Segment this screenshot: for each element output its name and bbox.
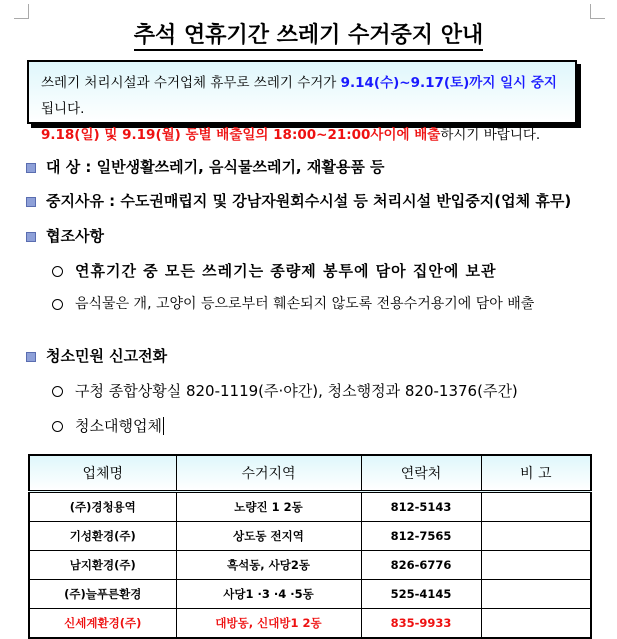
table-cell: 상도동 전지역 (176, 522, 361, 551)
notice-box (27, 60, 577, 143)
notice-text: 쓰레기 처리시설과 수거업체 휴무로 쓰레기 수거가 (41, 75, 341, 91)
table-cell: 사당1 ·3 ·4 ·5동 (176, 580, 361, 609)
item-reason: 중지사유 : 수도권매립지 및 강남자원회수시설 등 처리시설 반입중지(업체 휴무) (26, 190, 571, 211)
page-corner-mark (14, 4, 29, 19)
table-cell: 835-9933 (361, 609, 481, 639)
table-row (29, 492, 591, 522)
table-cell: 신세계환경(주) (29, 609, 176, 639)
table-cell: 826-6776 (361, 551, 481, 580)
notice-highlight-time: 9.18(일) 및 9.19(월) 동별 배출일의 18:00~21:00사이에 배출 (41, 127, 441, 143)
table-cell (481, 609, 591, 639)
circle-bullet-icon (52, 266, 63, 277)
table-cell: 남지환경(주) (29, 551, 176, 580)
notice-highlight-dates: 9.14(수)~9.17(토)까지 일시 중지 (340, 75, 557, 91)
square-bullet-icon (26, 232, 36, 242)
notice-text: 됩니다. (41, 101, 85, 117)
square-bullet-icon (26, 163, 36, 173)
table-row (29, 522, 591, 551)
circle-bullet-icon (52, 386, 63, 397)
table-cell: 기성환경(주) (29, 522, 176, 551)
item-hotline: 청소민원 신고전화 (26, 345, 167, 366)
table-cell (481, 492, 591, 522)
table-cell: 흑석동, 사당2동 (176, 551, 361, 580)
notice-text: 하시기 바랍니다. (440, 127, 541, 143)
text-cursor (163, 417, 169, 435)
square-bullet-icon (26, 197, 36, 207)
table-cell: 812-7565 (361, 522, 481, 551)
table-row (29, 551, 591, 580)
contractor-table (28, 454, 592, 639)
table-cell: (주)경청용역 (29, 492, 176, 522)
item-target: 대 상 : 일반생활쓰레기, 음식물쓰레기, 재활용품 등 (26, 156, 385, 177)
square-bullet-icon (26, 352, 36, 362)
item-hotline-2: 청소대행업체 (52, 415, 169, 436)
circle-bullet-icon (52, 421, 63, 432)
item-cooperation: 협조사항 (26, 225, 104, 246)
table-cell (481, 580, 591, 609)
column-header: 연락처 (361, 455, 481, 492)
item-cooperation-1: 연휴기간 중 모든 쓰레기는 종량제 봉투에 담아 집안에 보관 (52, 260, 497, 281)
table-cell: 525-4145 (361, 580, 481, 609)
table-row (29, 609, 591, 639)
column-header: 업체명 (29, 455, 176, 492)
item-cooperation-2: 음식물은 개, 고양이 등으로부터 훼손되지 않도록 전용수거용기에 담아 배출 (52, 293, 534, 313)
table-cell: (주)늘푸른환경 (29, 580, 176, 609)
column-header: 비 고 (481, 455, 591, 492)
page-title: 추석 연휴기간 쓰레기 수거중지 안내 (0, 18, 617, 49)
table-cell (481, 551, 591, 580)
circle-bullet-icon (52, 299, 63, 310)
page-corner-mark (590, 4, 605, 19)
item-hotline-1: 구청 종합상황실 820-1119(주·야간), 청소행정과 820-1376(주간) (52, 380, 518, 401)
table-cell (481, 522, 591, 551)
table-row (29, 580, 591, 609)
table-cell: 대방동, 신대방1 2동 (176, 609, 361, 639)
table-cell: 노량진 1 2동 (176, 492, 361, 522)
column-header: 수거지역 (176, 455, 361, 492)
table-cell: 812-5143 (361, 492, 481, 522)
